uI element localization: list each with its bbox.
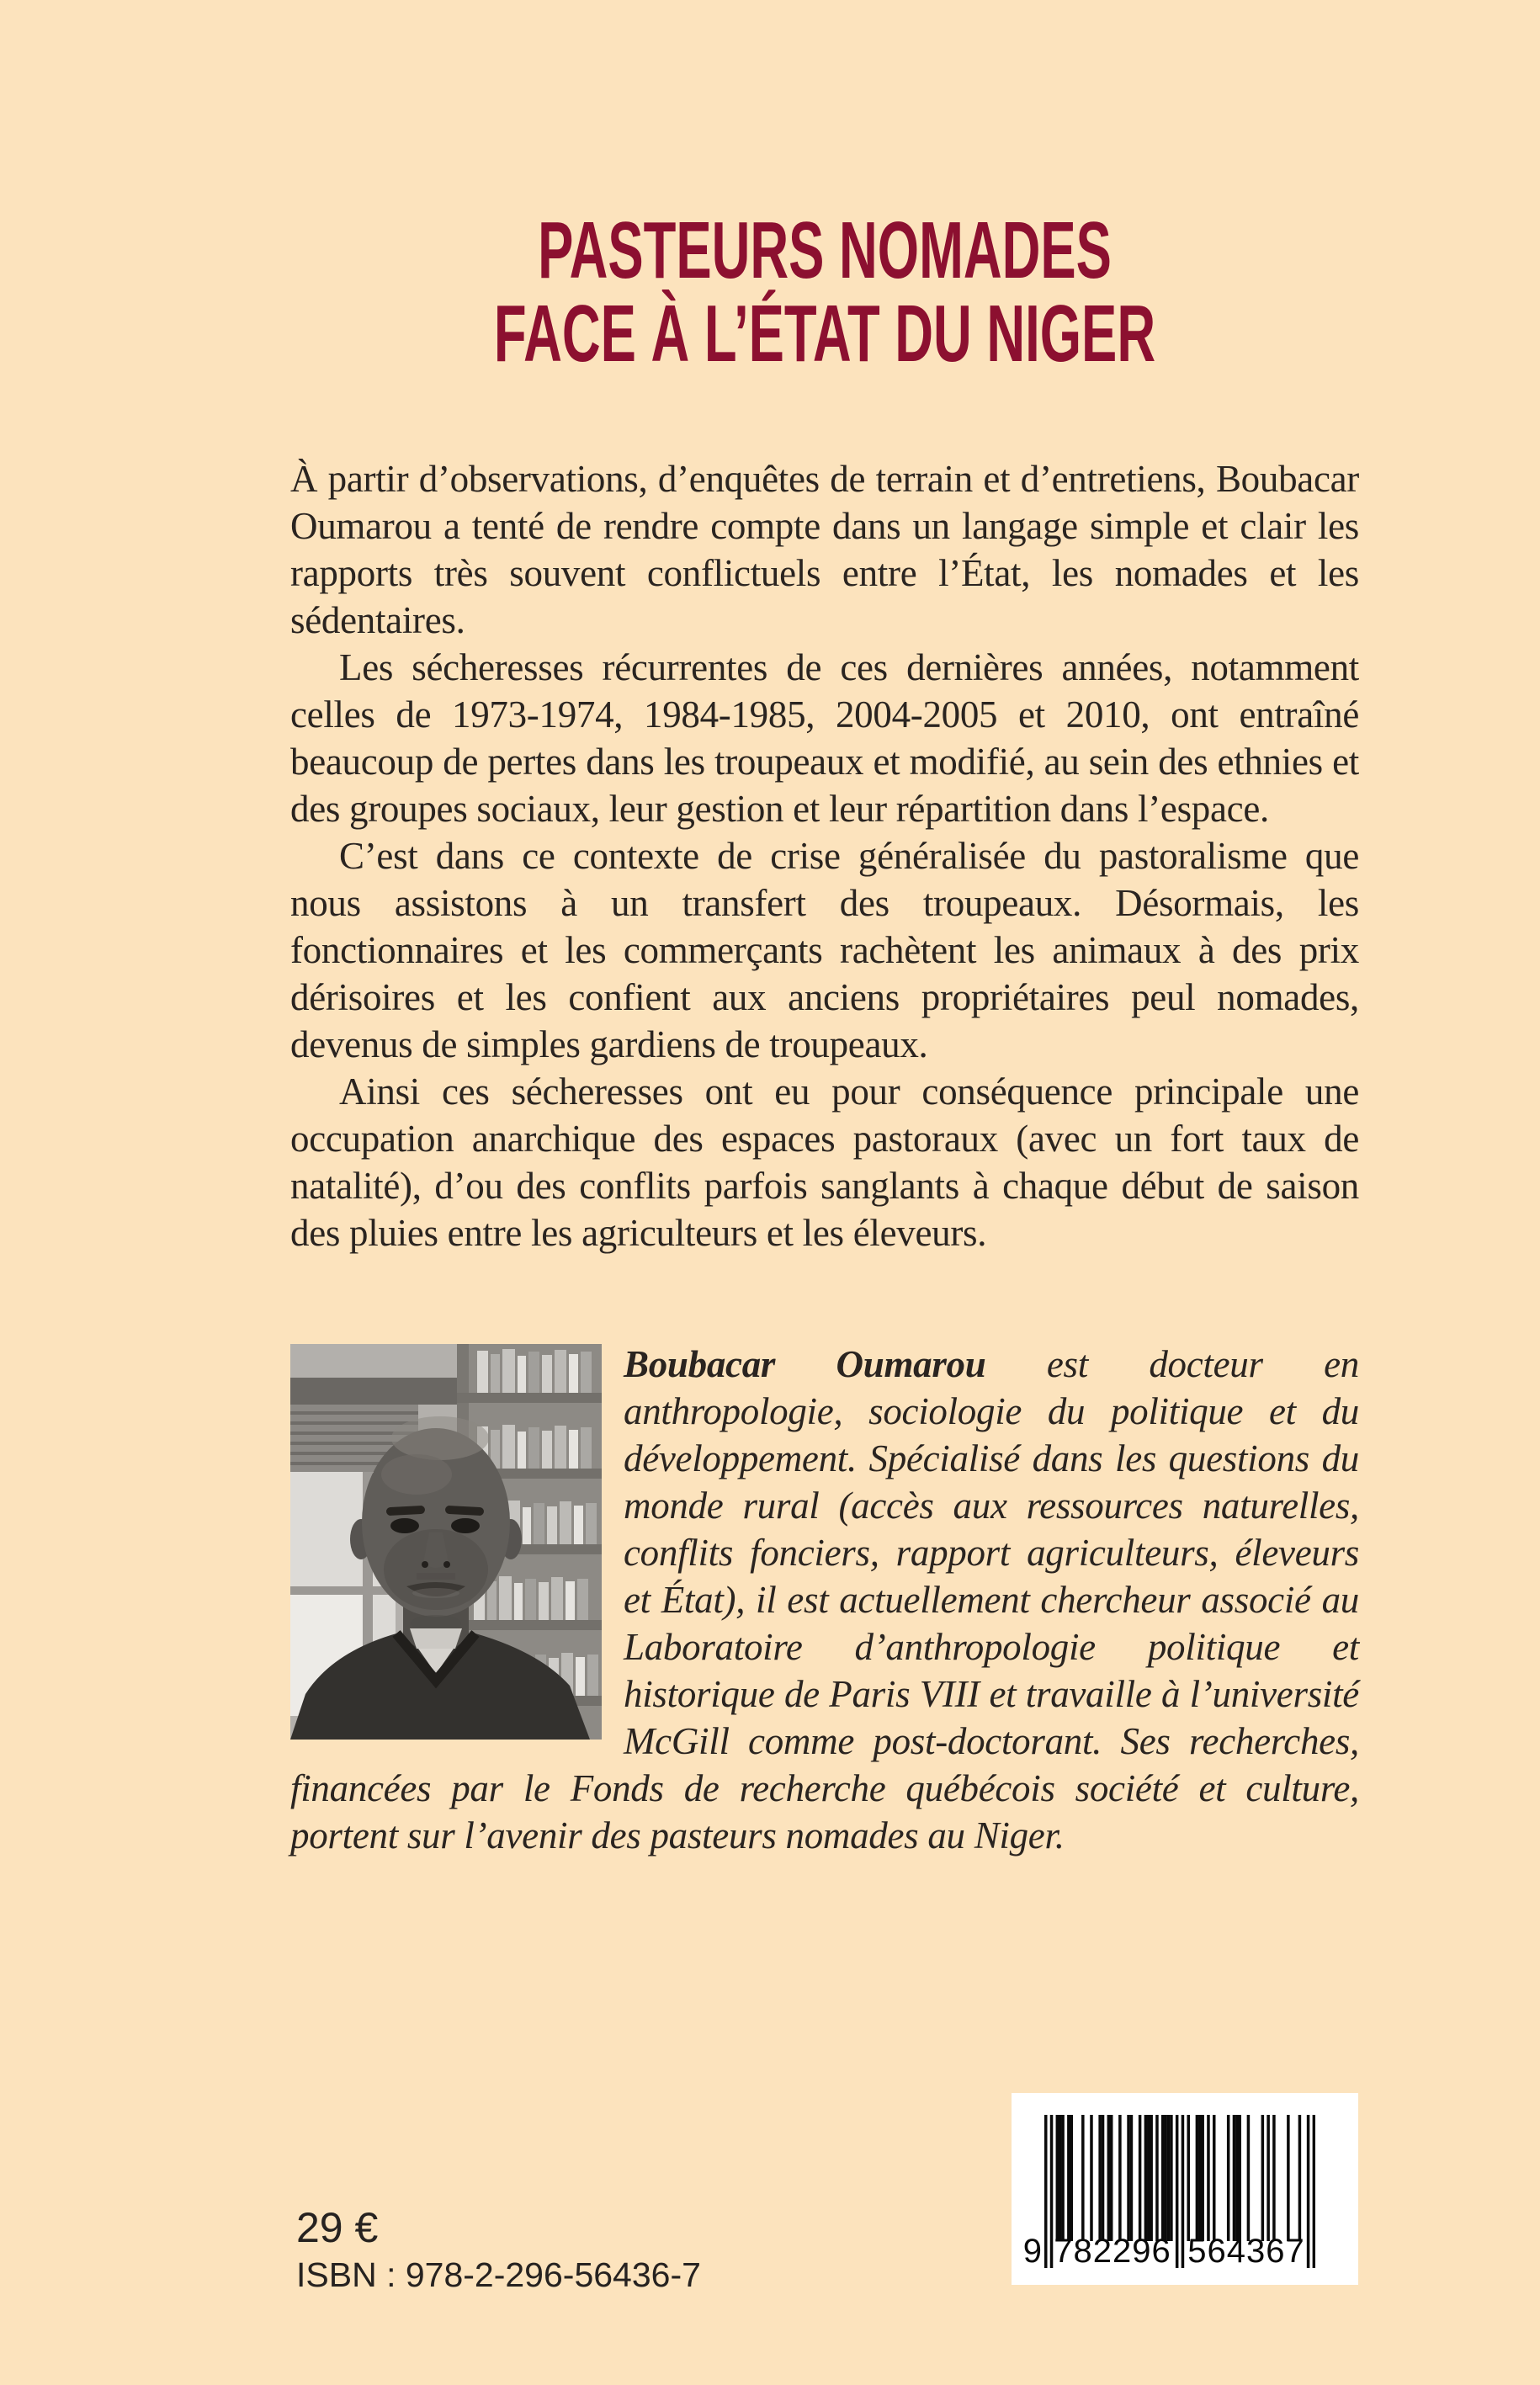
synopsis-paragraph: Les sécheresses récurrentes de ces dernières années, notamment celles de 1973-1974, 1984-1985, 2004-2005 et 2010, ont entraîné beaucoup de pertes dans les troupeaux et modifié, au sein des ethnies et des groupes sociaux, leur gestion et leur répartition dans l’espace. <box>290 646 1359 830</box>
synopsis <box>290 455 1359 1256</box>
synopsis-paragraph: C’est dans ce contexte de crise généralisée du pastoralisme que nous assistons à un transfert des troupeaux. Désormais, les fonctionnaires et les commerçants rachètent les animaux à des prix dérisoires et les confient aux anciens propriétaires peul nomades, devenus de simples gardiens de troupeaux. <box>290 835 1359 1065</box>
barcode-digits-left: 782296 <box>1054 2233 1171 2270</box>
author-name: Boubacar Oumarou <box>624 1343 986 1385</box>
synopsis-paragraph: À partir d’observations, d’enquêtes de terrain et d’entretiens, Boubacar Oumarou a tenté de rendre compte dans un langage simple et clair les rapports très souvent conflictuels entre l’État, les nomades et les sédentaires. <box>290 458 1359 641</box>
isbn-label: ISBN : 978-2-296-56436-7 <box>296 2255 701 2294</box>
barcode <box>1012 2093 1358 2285</box>
author-bio-body: est docteur en anthropologie, sociologie du politique et du développement. Spécialisé dans les questions du monde rural (accès aux ressources naturelles, conflits fonciers, rapport agriculteurs, éleveurs et État), il est actuellement chercheur associé au Laboratoire d’anthropologie politique et historique de Paris VIII et travaille à l’université McGill comme post-doctorant. Ses recherches, financées par le Fonds de recherche québécois société et culture, portent sur l’avenir des pasteurs nomades au Niger. <box>290 1343 1359 1856</box>
barcode-digits-right: 564367 <box>1187 2233 1305 2270</box>
book-title-line2: FACE À L’ÉTAT DU NIGER <box>493 289 1156 379</box>
synopsis-paragraph: Ainsi ces sécheresses ont eu pour conséquence principale une occupation anarchique des espaces pastoraux (avec un fort taux de natalité), d’ou des conflits parfois sanglants à chaque début de saison des pluies entre les agriculteurs et les éleveurs. <box>290 1070 1359 1254</box>
book-title-line1: PASTEURS NOMADES <box>538 205 1112 295</box>
book-title <box>472 205 1177 379</box>
author-bio <box>290 1341 1359 1859</box>
price-label: 29 € <box>296 2204 379 2251</box>
author-photo <box>290 1344 602 1740</box>
barcode-digit-lead: 9 <box>1022 2233 1042 2270</box>
